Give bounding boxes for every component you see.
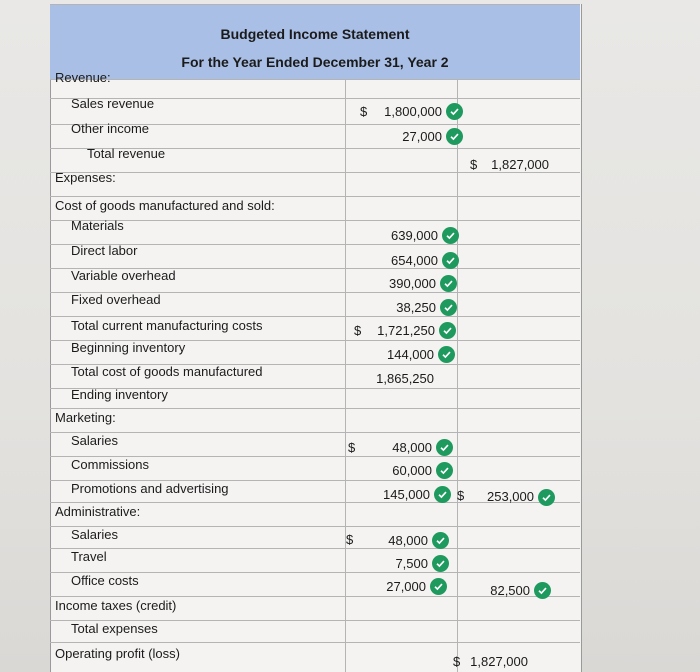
row-divider (50, 4, 580, 5)
value-materials: 639,000 (391, 228, 438, 243)
label-fixed-overhead: Fixed overhead (71, 292, 161, 307)
value-admin-salaries: 48,000 (388, 533, 428, 548)
check-circle-icon (446, 103, 463, 120)
row-divider (50, 432, 580, 433)
label-marketing-salaries: Salaries (71, 433, 118, 448)
row-divider (50, 172, 580, 173)
label-administrative: Administrative: (55, 504, 141, 519)
column-divider (345, 79, 346, 672)
check-circle-icon (534, 582, 551, 599)
value-other-income: 27,000 (402, 129, 442, 144)
label-cogs: Cost of goods manufactured and sold: (55, 198, 275, 213)
statement-period: For the Year Ended December 31, Year 2 (181, 54, 449, 70)
check-circle-icon (432, 555, 449, 572)
label-promotions-advertising: Promotions and advertising (71, 481, 229, 496)
value-total-current-manufacturing-costs: 1,721,250 (377, 323, 435, 338)
label-expenses: Expenses: (55, 170, 116, 185)
check-circle-icon (436, 462, 453, 479)
check-circle-icon (538, 489, 555, 506)
value-operating-profit: 1,827,000 (470, 654, 528, 669)
dollar-sign: $ (360, 104, 368, 119)
check-circle-icon (436, 439, 453, 456)
row-divider (50, 642, 580, 643)
dollar-sign: $ (354, 323, 362, 338)
row-divider (50, 548, 580, 549)
dollar-sign: $ (470, 157, 478, 172)
label-direct-labor: Direct labor (71, 243, 138, 258)
label-variable-overhead: Variable overhead (71, 268, 176, 283)
label-operating-profit: Operating profit (loss) (55, 646, 180, 661)
check-circle-icon (439, 322, 456, 339)
label-total-cost-goods-manufactured: Total cost of goods manufactured (71, 364, 263, 379)
row-divider (50, 526, 580, 527)
check-circle-icon (446, 128, 463, 145)
check-circle-icon (432, 532, 449, 549)
value-variable-overhead: 390,000 (389, 276, 436, 291)
label-other-income: Other income (71, 121, 150, 136)
value-travel: 7,500 (395, 556, 428, 571)
value-total-revenue: 1,827,000 (491, 157, 549, 172)
check-circle-icon (442, 252, 459, 269)
value-administrative-total: 82,500 (490, 583, 530, 598)
row-divider (50, 316, 580, 317)
label-office-costs: Office costs (71, 573, 139, 588)
row-divider (50, 196, 580, 197)
value-marketing-salaries: 48,000 (392, 440, 432, 455)
row-divider (50, 408, 580, 409)
check-circle-icon (442, 227, 459, 244)
label-materials: Materials (71, 218, 124, 233)
value-direct-labor: 654,000 (391, 253, 438, 268)
value-commissions: 60,000 (392, 463, 432, 478)
check-circle-icon (440, 275, 457, 292)
dollar-sign: $ (346, 532, 354, 547)
label-commissions: Commissions (71, 457, 150, 472)
value-beginning-inventory: 144,000 (387, 347, 434, 362)
label-admin-salaries: Salaries (71, 527, 118, 542)
check-circle-icon (438, 346, 455, 363)
value-office-costs: 27,000 (386, 579, 426, 594)
label-income-taxes: Income taxes (credit) (55, 598, 177, 613)
label-sales-revenue: Sales revenue (71, 96, 155, 111)
label-ending-inventory: Ending inventory (71, 387, 168, 402)
value-marketing-total: 253,000 (487, 489, 534, 504)
dollar-sign: $ (453, 654, 461, 669)
value-total-cost-goods-manufactured: 1,865,250 (376, 371, 434, 386)
value-sales-revenue: 1,800,000 (384, 104, 442, 119)
check-circle-icon (430, 578, 447, 595)
label-total-expenses: Total expenses (71, 621, 158, 636)
label-total-revenue: Total revenue (87, 146, 166, 161)
value-promotions-advertising: 145,000 (383, 487, 430, 502)
check-circle-icon (440, 299, 457, 316)
label-beginning-inventory: Beginning inventory (71, 340, 186, 355)
dollar-sign: $ (348, 440, 356, 455)
value-fixed-overhead: 38,250 (396, 300, 436, 315)
check-circle-icon (434, 486, 451, 503)
statement-title: Budgeted Income Statement (220, 26, 410, 42)
row-divider (50, 79, 580, 80)
label-total-current-manufacturing-costs: Total current manufacturing costs (71, 318, 263, 333)
label-revenue: Revenue: (55, 70, 111, 85)
column-divider (457, 79, 458, 672)
label-marketing: Marketing: (55, 410, 116, 425)
dollar-sign: $ (457, 488, 465, 503)
label-travel: Travel (71, 549, 107, 564)
statement-header (50, 4, 580, 79)
row-divider (50, 220, 580, 221)
